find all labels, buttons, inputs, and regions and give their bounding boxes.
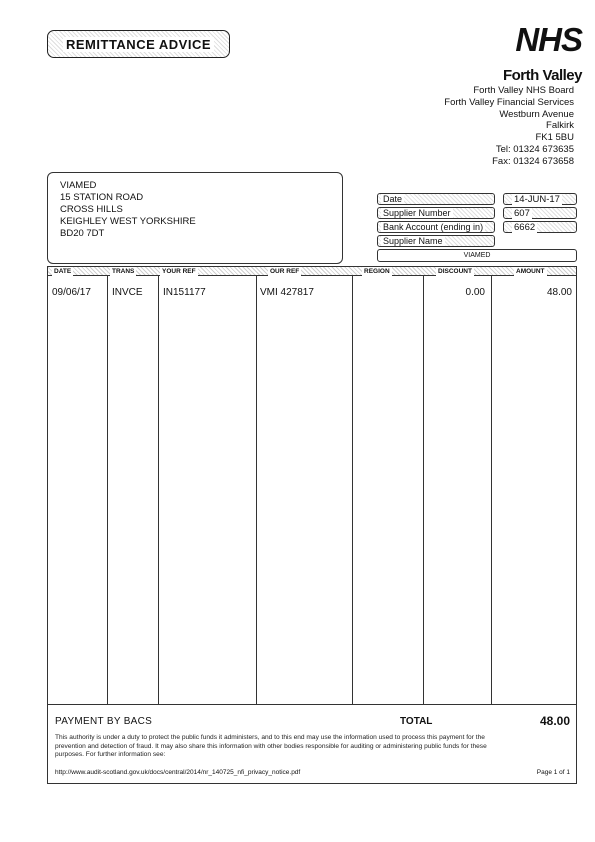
supplier-address-line: CROSS HILLS <box>60 204 123 215</box>
org-name: Forth Valley <box>502 67 582 84</box>
cell-trans: INVCE <box>112 287 143 298</box>
bank-account-label: Bank Account (ending in) <box>377 221 495 233</box>
cell-discount: 0.00 <box>465 287 485 298</box>
total-value: 48.00 <box>539 714 570 728</box>
org-address-line: Falkirk <box>546 120 574 132</box>
column-divider <box>107 276 108 704</box>
cell-amount: 48.00 <box>546 287 572 298</box>
col-header-region: REGION <box>364 268 390 275</box>
col-header-amount: AMOUNT <box>516 268 545 275</box>
document-title-text: REMITTANCE ADVICE <box>63 37 214 52</box>
supplier-address-line: KEIGHLEY WEST YORKSHIRE <box>60 216 196 227</box>
col-header-discount: DISCOUNT <box>438 268 472 275</box>
org-address <box>380 85 574 168</box>
org-phone: Tel: 01324 673635 <box>495 143 574 155</box>
nhs-logo: NHS <box>515 21 582 58</box>
org-address-line: FK1 5BU <box>535 132 574 144</box>
col-header-trans: TRANS <box>112 268 135 275</box>
table-header <box>47 266 577 276</box>
column-divider <box>423 276 424 704</box>
supplier-address-box <box>47 172 343 264</box>
privacy-notice: This authority is under a duty to protect the public funds it administers, and to this end may use the information used to process this payment for the prevention and detection of fraud. It may also share this information with other bodies responsible for auditing or administering public funds for these purposes. For further information see: <box>55 734 487 759</box>
bank-account-value: 6662 <box>503 221 577 233</box>
supplier-address-line: BD20 7DT <box>60 228 105 239</box>
cell-date: 09/06/17 <box>52 287 91 298</box>
page-number: Page 1 of 1 <box>536 769 570 776</box>
date-value: 14-JUN-17 <box>503 193 577 205</box>
org-address-line: Forth Valley Financial Services <box>444 96 574 108</box>
document-title <box>47 30 230 58</box>
supplier-number-value: 607 <box>503 207 577 219</box>
col-header-date: DATE <box>54 268 72 275</box>
col-header-our-ref: OUR REF <box>270 268 300 275</box>
supplier-address-line: VIAMED <box>60 180 97 191</box>
column-divider <box>256 276 257 704</box>
org-address-line: Forth Valley NHS Board <box>473 85 574 96</box>
table-body <box>47 276 577 704</box>
supplier-address-line: 15 STATION ROAD <box>60 192 144 203</box>
supplier-name-label: Supplier Name <box>377 235 495 247</box>
column-divider <box>352 276 353 704</box>
supplier-number-label: Supplier Number <box>377 207 495 219</box>
date-label: Date <box>377 193 495 205</box>
total-label: TOTAL <box>400 716 433 727</box>
supplier-name-value: VIAMED <box>377 249 577 262</box>
cell-our-ref: VMI 427817 <box>260 287 314 298</box>
cell-your-ref: IN151177 <box>163 287 206 298</box>
org-fax: Fax: 01324 673658 <box>492 155 574 167</box>
privacy-notice-link[interactable]: http://www.audit-scotland.gov.uk/docs/central/2014/nr_140725_nfi_privacy_notice.pdf <box>55 769 301 776</box>
payment-method: PAYMENT BY BACS <box>55 716 153 727</box>
column-divider <box>158 276 159 704</box>
org-address-line: Westburn Avenue <box>499 108 574 120</box>
column-divider <box>491 276 492 704</box>
col-header-your-ref: YOUR REF <box>162 268 196 275</box>
